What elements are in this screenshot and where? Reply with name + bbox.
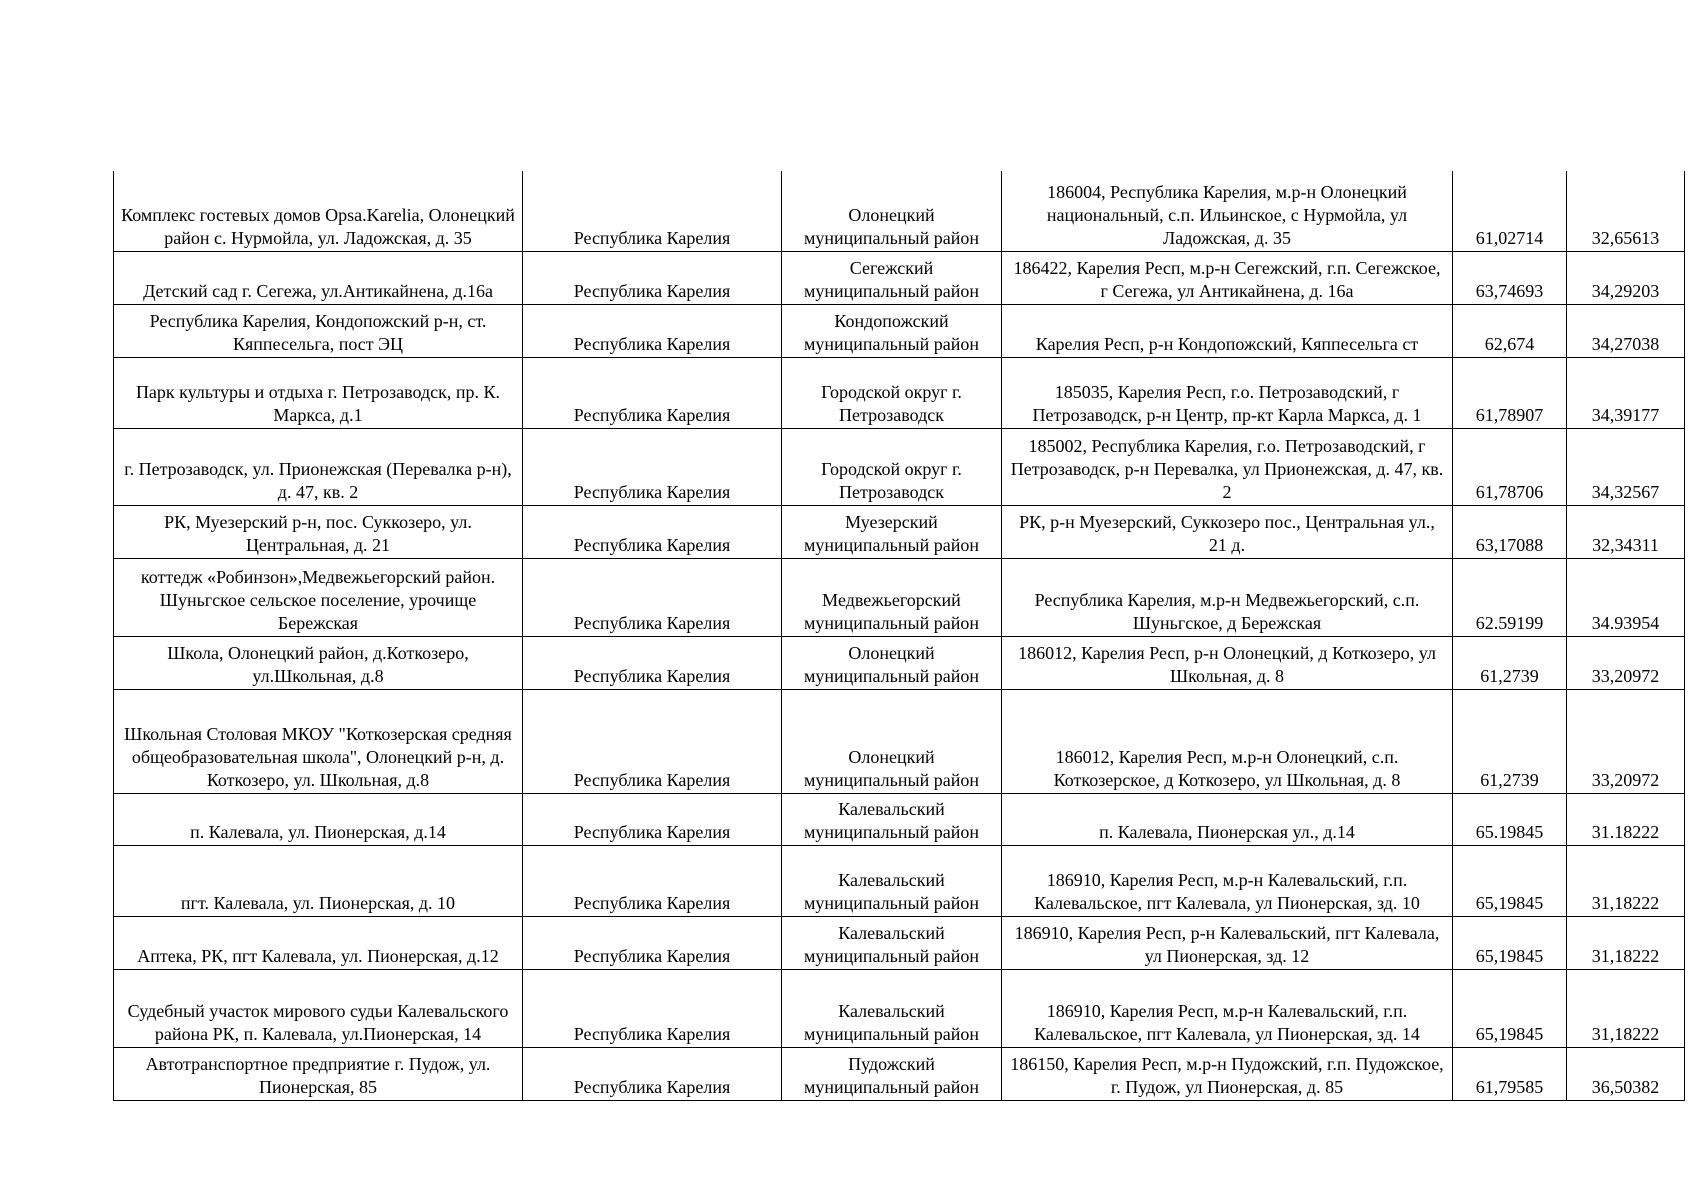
table-row bbox=[114, 636, 1685, 689]
cell-district: Калевальский муниципальный район bbox=[782, 916, 1002, 969]
cell-address: Карелия Респ, р-н Кондопожский, Кяппесельга ст bbox=[1002, 304, 1453, 357]
cell-latitude: 62.59199 bbox=[1453, 558, 1567, 636]
cell-region: Республика Карелия bbox=[523, 505, 782, 558]
cell-longitude: 31,18222 bbox=[1567, 916, 1685, 969]
cell-latitude: 61,2739 bbox=[1453, 636, 1567, 689]
cell-address: 186422, Карелия Респ, м.р-н Сегежский, г.п. Сегежское, г Сегежа, ул Антикайнена, д. 16а bbox=[1002, 251, 1453, 304]
cell-longitude: 34,29203 bbox=[1567, 251, 1685, 304]
cell-district: Сегежский муниципальный район bbox=[782, 251, 1002, 304]
cell-region: Республика Карелия bbox=[523, 171, 782, 251]
cell-latitude: 61,2739 bbox=[1453, 689, 1567, 793]
table-row bbox=[114, 428, 1685, 505]
cell-latitude: 65.19845 bbox=[1453, 793, 1567, 845]
cell-address: 186910, Карелия Респ, р-н Калевальский, пгт Калевала, ул Пионерская, зд. 12 bbox=[1002, 916, 1453, 969]
cell-address: 186012, Карелия Респ, р-н Олонецкий, д Коткозеро, ул Школьная, д. 8 bbox=[1002, 636, 1453, 689]
cell-district: Городской округ г. Петрозаводск bbox=[782, 428, 1002, 505]
cell-district: Калевальский муниципальный район bbox=[782, 845, 1002, 916]
cell-region: Республика Карелия bbox=[523, 558, 782, 636]
cell-name: Автотранспортное предприятие г. Пудож, ул. Пионерская, 85 bbox=[114, 1047, 523, 1100]
cell-latitude: 61,78907 bbox=[1453, 357, 1567, 428]
cell-region: Республика Карелия bbox=[523, 969, 782, 1047]
table-row bbox=[114, 505, 1685, 558]
cell-district: Муезерский муниципальный район bbox=[782, 505, 1002, 558]
cell-latitude: 61,79585 bbox=[1453, 1047, 1567, 1100]
cell-latitude: 63,74693 bbox=[1453, 251, 1567, 304]
table-row bbox=[114, 251, 1685, 304]
cell-latitude: 61,02714 bbox=[1453, 171, 1567, 251]
table-row bbox=[114, 689, 1685, 793]
table-row bbox=[114, 357, 1685, 428]
cell-region: Республика Карелия bbox=[523, 357, 782, 428]
cell-name: коттедж «Робинзон»,Медвежьегорский район. Шуньгское сельское поселение, урочище Бережская bbox=[114, 558, 523, 636]
cell-address: 185035, Карелия Респ, г.о. Петрозаводский, г Петрозаводск, р-н Центр, пр-кт Карла Маркса, д. 1 bbox=[1002, 357, 1453, 428]
cell-region: Республика Карелия bbox=[523, 636, 782, 689]
cell-region: Республика Карелия bbox=[523, 845, 782, 916]
cell-longitude: 31,18222 bbox=[1567, 969, 1685, 1047]
cell-district: Городской округ г. Петрозаводск bbox=[782, 357, 1002, 428]
cell-name: Судебный участок мирового судьи Калевальского района РК, п. Калевала, ул.Пионерская, 14 bbox=[114, 969, 523, 1047]
cell-district: Олонецкий муниципальный район bbox=[782, 689, 1002, 793]
cell-address: 185002, Республика Карелия, г.о. Петрозаводский, г Петрозаводск, р-н Перевалка, ул Прионежская, д. 47, кв. 2 bbox=[1002, 428, 1453, 505]
cell-address: РК, р-н Муезерский, Суккозеро пос., Центральная ул., 21 д. bbox=[1002, 505, 1453, 558]
locations-table bbox=[113, 171, 1685, 1101]
cell-name: Комплекс гостевых домов Opsa.Karelia, Олонецкий район с. Нурмойла, ул. Ладожская, д. 35 bbox=[114, 171, 523, 251]
table-row bbox=[114, 1047, 1685, 1100]
table-row bbox=[114, 969, 1685, 1047]
cell-region: Республика Карелия bbox=[523, 793, 782, 845]
cell-district: Кондопожский муниципальный район bbox=[782, 304, 1002, 357]
table-row bbox=[114, 171, 1685, 251]
cell-address: п. Калевала, Пионерская ул., д.14 bbox=[1002, 793, 1453, 845]
cell-longitude: 32,34311 bbox=[1567, 505, 1685, 558]
cell-longitude: 33,20972 bbox=[1567, 636, 1685, 689]
cell-longitude: 34,27038 bbox=[1567, 304, 1685, 357]
table-row bbox=[114, 793, 1685, 845]
cell-latitude: 61,78706 bbox=[1453, 428, 1567, 505]
cell-name: Республика Карелия, Кондопожский р-н, ст. Кяппесельга, пост ЭЦ bbox=[114, 304, 523, 357]
cell-name: г. Петрозаводск, ул. Прионежская (Перевалка р-н), д. 47, кв. 2 bbox=[114, 428, 523, 505]
cell-name: Школьная Столовая МКОУ "Коткозерская средняя общеобразовательная школа", Олонецкий р-н, д. Коткозеро, ул. Школьная, д.8 bbox=[114, 689, 523, 793]
cell-longitude: 33,20972 bbox=[1567, 689, 1685, 793]
cell-district: Пудожский муниципальный район bbox=[782, 1047, 1002, 1100]
cell-name: Детский сад г. Сегежа, ул.Антикайнена, д.16а bbox=[114, 251, 523, 304]
cell-longitude: 34,32567 bbox=[1567, 428, 1685, 505]
table-row bbox=[114, 558, 1685, 636]
cell-longitude: 32,65613 bbox=[1567, 171, 1685, 251]
cell-address: 186150, Карелия Респ, м.р-н Пудожский, г.п. Пудожское, г. Пудож, ул Пионерская, д. 85 bbox=[1002, 1047, 1453, 1100]
cell-address: 186910, Карелия Респ, м.р-н Калевальский, г.п. Калевальское, пгт Калевала, ул Пионерская, зд. 10 bbox=[1002, 845, 1453, 916]
cell-name: пгт. Калевала, ул. Пионерская, д. 10 bbox=[114, 845, 523, 916]
cell-latitude: 65,19845 bbox=[1453, 969, 1567, 1047]
cell-address: 186004, Республика Карелия, м.р-н Олонецкий национальный, с.п. Ильинское, с Нурмойла, ул Ладожская, д. 35 bbox=[1002, 171, 1453, 251]
cell-latitude: 65,19845 bbox=[1453, 845, 1567, 916]
cell-region: Республика Карелия bbox=[523, 251, 782, 304]
cell-longitude: 34.93954 bbox=[1567, 558, 1685, 636]
cell-name: Парк культуры и отдыха г. Петрозаводск, пр. К. Маркса, д.1 bbox=[114, 357, 523, 428]
table-row bbox=[114, 916, 1685, 969]
table-row bbox=[114, 845, 1685, 916]
cell-latitude: 63,17088 bbox=[1453, 505, 1567, 558]
cell-name: п. Калевала, ул. Пионерская, д.14 bbox=[114, 793, 523, 845]
cell-district: Олонецкий муниципальный район bbox=[782, 636, 1002, 689]
table-row bbox=[114, 304, 1685, 357]
cell-name: РК, Муезерский р-н, пос. Суккозеро, ул. Центральная, д. 21 bbox=[114, 505, 523, 558]
cell-name: Аптека, РК, пгт Калевала, ул. Пионерская, д.12 bbox=[114, 916, 523, 969]
cell-district: Калевальский муниципальный район bbox=[782, 969, 1002, 1047]
cell-name: Школа, Олонецкий район, д.Коткозеро, ул.Школьная, д.8 bbox=[114, 636, 523, 689]
cell-region: Республика Карелия bbox=[523, 1047, 782, 1100]
table-body bbox=[114, 171, 1685, 1100]
cell-region: Республика Карелия bbox=[523, 689, 782, 793]
cell-latitude: 62,674 bbox=[1453, 304, 1567, 357]
cell-longitude: 36,50382 bbox=[1567, 1047, 1685, 1100]
cell-region: Республика Карелия bbox=[523, 916, 782, 969]
cell-region: Республика Карелия bbox=[523, 304, 782, 357]
cell-district: Олонецкий муниципальный район bbox=[782, 171, 1002, 251]
cell-address: 186012, Карелия Респ, м.р-н Олонецкий, с.п. Коткозерское, д Коткозеро, ул Школьная, д. 8 bbox=[1002, 689, 1453, 793]
cell-address: Республика Карелия, м.р-н Медвежьегорский, с.п. Шуньгское, д Бережская bbox=[1002, 558, 1453, 636]
cell-longitude: 31.18222 bbox=[1567, 793, 1685, 845]
cell-region: Республика Карелия bbox=[523, 428, 782, 505]
cell-address: 186910, Карелия Респ, м.р-н Калевальский, г.п. Калевальское, пгт Калевала, ул Пионерская, зд. 14 bbox=[1002, 969, 1453, 1047]
cell-longitude: 31,18222 bbox=[1567, 845, 1685, 916]
cell-district: Калевальский муниципальный район bbox=[782, 793, 1002, 845]
cell-district: Медвежьегорский муниципальный район bbox=[782, 558, 1002, 636]
cell-latitude: 65,19845 bbox=[1453, 916, 1567, 969]
cell-longitude: 34,39177 bbox=[1567, 357, 1685, 428]
